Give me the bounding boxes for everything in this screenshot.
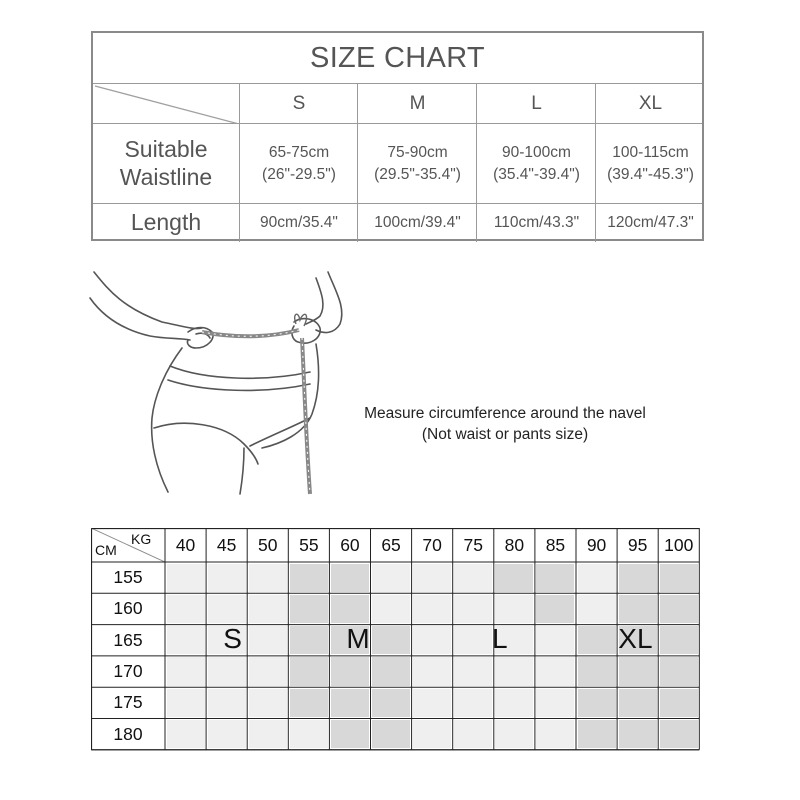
height-header-175: 175 xyxy=(113,692,143,713)
waistline-s-in: (26"-29.5") xyxy=(262,166,336,183)
measuring-tape xyxy=(202,330,310,494)
height-header-180: 180 xyxy=(113,723,143,744)
height-header-165: 165 xyxy=(113,629,143,650)
tape-ticks xyxy=(202,330,310,494)
waistline-xl-cm: 100-115cm xyxy=(612,143,689,161)
leg-inner xyxy=(240,448,244,494)
height-header-170: 170 xyxy=(113,661,143,682)
body-right-side xyxy=(262,344,319,448)
waistline-label xyxy=(93,124,239,204)
height-header-160: 160 xyxy=(113,598,143,619)
brief-leg-left xyxy=(154,423,258,464)
weight-header-40: 40 xyxy=(175,534,196,555)
waistline-s xyxy=(239,124,358,204)
size-header-l: L xyxy=(476,84,596,124)
height-header-155: 155 xyxy=(113,567,143,588)
right-arm xyxy=(316,272,342,332)
length-s: 90cm/35.4" xyxy=(239,204,358,242)
weight-header-100: 100 xyxy=(664,534,694,555)
measuring-illustration xyxy=(84,268,354,498)
waistline-row xyxy=(93,123,702,204)
weight-header-95: 95 xyxy=(627,534,648,555)
weight-header-50: 50 xyxy=(258,534,278,555)
waistline-label-line2: Waistline xyxy=(119,164,213,190)
waistline-l-in: (35.4"-39.4") xyxy=(493,166,580,183)
corner-kg-label: KG xyxy=(131,531,152,547)
length-xl: 120cm/47.3" xyxy=(595,204,705,242)
size-header-row xyxy=(93,83,702,124)
waistline-xl-in: (39.4"-45.3") xyxy=(607,166,694,183)
corner-cm-label: CM xyxy=(95,542,117,558)
waistline-xl xyxy=(595,124,705,204)
instruction-line1: Measure circumference around the navel xyxy=(364,405,646,422)
waistband-bottom xyxy=(168,380,310,390)
size-header-xl: XL xyxy=(595,84,705,124)
weight-header-65: 65 xyxy=(381,534,401,555)
size-label-m: M xyxy=(346,622,370,654)
weight-header-90: 90 xyxy=(586,534,607,555)
waistline-s-cm: 65-75cm xyxy=(268,143,330,161)
waistline-label-line1: Suitable xyxy=(124,136,208,163)
size-label-xl: XL xyxy=(618,622,653,654)
waistline-l-cm: 90-100cm xyxy=(502,143,571,161)
corner-diagonal xyxy=(93,84,239,124)
weight-header-55: 55 xyxy=(299,534,319,555)
waistline-m-in: (29.5"-35.4") xyxy=(374,166,461,183)
size-header-s: S xyxy=(239,84,358,124)
size-label-l: L xyxy=(492,622,508,654)
size-chart-table xyxy=(91,31,704,241)
weight-header-60: 60 xyxy=(340,534,360,555)
weight-header-45: 45 xyxy=(216,534,237,555)
right-arm-inner xyxy=(306,278,323,324)
weight-header-70: 70 xyxy=(422,534,442,555)
weight-header-80: 80 xyxy=(504,534,525,555)
length-m: 100cm/39.4" xyxy=(357,204,477,242)
weight-header-75: 75 xyxy=(463,534,483,555)
waistline-l xyxy=(476,124,596,204)
weight-height-grid xyxy=(91,528,699,750)
instruction-line2: (Not waist or pants size) xyxy=(421,425,589,443)
waistband-top xyxy=(170,366,310,378)
measure-instruction xyxy=(330,404,680,446)
length-row xyxy=(93,203,702,242)
left-arm-lower xyxy=(90,298,190,340)
header-corner-cell xyxy=(93,84,239,124)
weight-header-85: 85 xyxy=(545,534,566,555)
length-l: 110cm/43.3" xyxy=(476,204,596,242)
waistline-m xyxy=(357,124,477,204)
left-arm-upper xyxy=(94,272,202,329)
size-header-m: M xyxy=(357,84,477,124)
size-label-s: S xyxy=(223,622,242,654)
length-label: Length xyxy=(130,209,202,236)
size-chart-title: SIZE CHART xyxy=(310,41,485,74)
grid-lines xyxy=(91,528,702,752)
waistline-m-cm: 75-90cm xyxy=(387,143,448,161)
